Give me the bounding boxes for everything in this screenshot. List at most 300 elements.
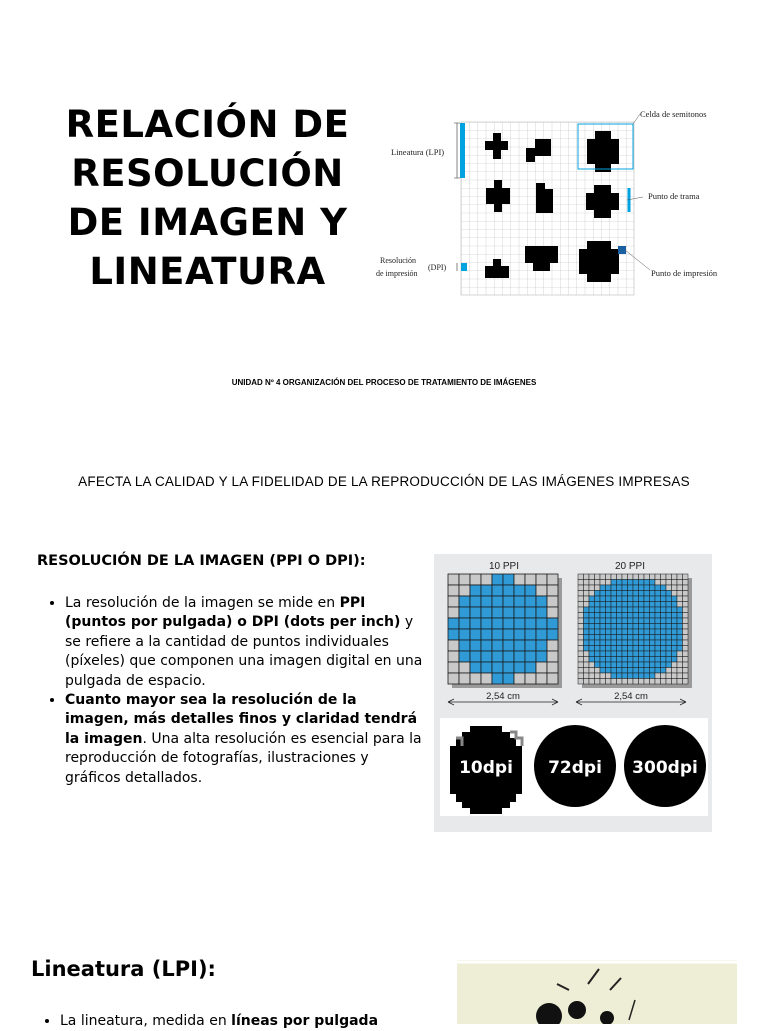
pixel-cell: [600, 574, 606, 580]
pixel-cell: [655, 602, 661, 608]
pixel-cell: [492, 585, 503, 596]
pixel-cell: [578, 607, 584, 613]
pixel-cell: [448, 596, 459, 607]
resolucion-bullets: [47, 594, 425, 788]
grid-10ppi: [448, 574, 562, 688]
pixel-cell: [578, 646, 584, 652]
pixel-cell: [661, 624, 667, 630]
pixel-cell: [492, 662, 503, 673]
pixel-cell: [595, 574, 601, 580]
pixel-cell: [536, 673, 547, 684]
pixel-cell: [683, 618, 689, 624]
pixel-cell: [589, 662, 595, 668]
pixel-cell: [584, 657, 590, 663]
pixel-cell: [672, 679, 678, 685]
pixel-cell: [547, 585, 558, 596]
pixel-cell: [622, 607, 628, 613]
pixel-cell: [617, 574, 623, 580]
pixel-cell: [595, 591, 601, 597]
pixel-cell: [677, 629, 683, 635]
pixel-cell: [578, 640, 584, 646]
pixel-cell: [622, 613, 628, 619]
pixel-cell: [578, 651, 584, 657]
pixel-cell: [683, 602, 689, 608]
pixel-cell: [470, 629, 481, 640]
pixel-cell: [661, 640, 667, 646]
pixel-cell: [677, 580, 683, 586]
pixel-cell: [459, 596, 470, 607]
pixel-cell: [536, 607, 547, 618]
pixel-cell: [606, 662, 612, 668]
pixel-cell: [644, 673, 650, 679]
label-de-impresion: de impresión: [376, 269, 418, 278]
pixel-cell: [683, 596, 689, 602]
pixel-cell: [672, 668, 678, 674]
pixel-cell: [595, 662, 601, 668]
pixel-cell: [655, 640, 661, 646]
pixel-cell: [470, 596, 481, 607]
pixel-cell: [633, 580, 639, 586]
pixel-cell: [666, 596, 672, 602]
pixel-cell: [525, 574, 536, 585]
pixel-cell: [606, 629, 612, 635]
pixel-cell: [628, 602, 634, 608]
pixel-cell: [666, 574, 672, 580]
pixel-cell: [633, 624, 639, 630]
pixel-cell: [584, 668, 590, 674]
pixel-cell: [514, 629, 525, 640]
pixel-cell: [633, 607, 639, 613]
pixel-cell: [666, 640, 672, 646]
pixel-cell: [639, 602, 645, 608]
pixel-cell: [606, 679, 612, 685]
pixel-cell: [503, 673, 514, 684]
pixel-cell: [611, 580, 617, 586]
pixel-cell: [600, 585, 606, 591]
pixel-cell: [661, 646, 667, 652]
pixel-cell: [683, 640, 689, 646]
pixel-cell: [655, 585, 661, 591]
pixel-cell: [633, 657, 639, 663]
pixel-cell: [595, 596, 601, 602]
figure-background: [457, 960, 737, 1024]
ppi-figure: [434, 554, 712, 832]
title-line-1: RELACIÓN DE: [65, 103, 350, 146]
print-dot-marker: [618, 246, 626, 254]
pixel-cell: [666, 629, 672, 635]
pixel-cell: [639, 596, 645, 602]
pixel-cell: [617, 624, 623, 630]
pixel-cell: [639, 679, 645, 685]
pixel-cell: [514, 574, 525, 585]
pixel-cell: [503, 574, 514, 585]
pixel-cell: [655, 629, 661, 635]
pixel-cell: [470, 618, 481, 629]
pixel-cell: [655, 657, 661, 663]
pixel-cell: [639, 585, 645, 591]
pixel-cell: [650, 646, 656, 652]
pixel-cell: [578, 585, 584, 591]
pixel-cell: [470, 574, 481, 585]
pixel-cell: [677, 640, 683, 646]
pixel-cell: [650, 668, 656, 674]
pixel-cell: [677, 602, 683, 608]
pixel-cell: [492, 596, 503, 607]
pixel-cell: [595, 679, 601, 685]
pixel-cell: [611, 657, 617, 663]
pixel-cell: [525, 673, 536, 684]
pixel-cell: [628, 635, 634, 641]
pixel-cell: [470, 640, 481, 651]
pixel-cell: [525, 662, 536, 673]
pixel-cell: [589, 679, 595, 685]
pixel-cell: [661, 602, 667, 608]
pixel-cell: [650, 673, 656, 679]
pixel-cell: [547, 596, 558, 607]
pixel-cell: [600, 668, 606, 674]
pixel-cell: [666, 607, 672, 613]
bullet-text: La resolución de la imagen se mide en: [65, 595, 340, 611]
pixel-cell: [672, 591, 678, 597]
lineatura-figure: [457, 960, 737, 1024]
pixel-cell: [661, 596, 667, 602]
pixel-cell: [677, 651, 683, 657]
pixel-cell: [639, 673, 645, 679]
pixel-cell: [584, 585, 590, 591]
pixel-cell: [633, 668, 639, 674]
pixel-cell: [672, 607, 678, 613]
pixel-cell: [617, 640, 623, 646]
grid-20ppi: [578, 574, 692, 688]
pixel-cell: [600, 624, 606, 630]
pixel-cell: [628, 607, 634, 613]
section-heading-lineatura: Lineatura (LPI):: [31, 957, 216, 981]
pixel-cell: [622, 662, 628, 668]
pixel-cell: [536, 574, 547, 585]
pixel-cell: [633, 646, 639, 652]
pixel-cell: [661, 657, 667, 663]
pixel-cell: [611, 624, 617, 630]
pixel-cell: [644, 668, 650, 674]
pixel-cell: [514, 607, 525, 618]
lpi-bar: [460, 123, 465, 178]
bullet-text: y se refiere a la cantidad de puntos individuales (píxeles) que componen una imagen digital en una pulgada de espacio.: [65, 614, 423, 689]
pixel-cell: [459, 574, 470, 585]
pixel-cell: [600, 651, 606, 657]
pixel-cell: [481, 662, 492, 673]
pixel-cell: [595, 613, 601, 619]
pixel-cell: [606, 613, 612, 619]
pixel-cell: [584, 596, 590, 602]
pixel-cell: [448, 585, 459, 596]
label-dpi: (DPI): [428, 263, 447, 272]
pixel-cell: [589, 657, 595, 663]
pixel-cell: [661, 607, 667, 613]
pixel-cell: [644, 580, 650, 586]
pixel-cell: [525, 618, 536, 629]
title-line-4: LINEATURA: [89, 250, 326, 293]
lineatura-bullets: [42, 1012, 440, 1031]
pixel-cell: [628, 574, 634, 580]
pixel-cell: [514, 585, 525, 596]
pixel-cell: [600, 679, 606, 685]
pixel-cell: [650, 618, 656, 624]
pixel-cell: [606, 673, 612, 679]
pixel-cell: [525, 585, 536, 596]
pixel-cell: [622, 602, 628, 608]
pixel-cell: [628, 662, 634, 668]
pixel-cell: [481, 629, 492, 640]
dimension-label-left: 2,54 cm: [486, 691, 520, 702]
pixel-cell: [536, 618, 547, 629]
pixel-cell: [639, 651, 645, 657]
pixel-cell: [589, 624, 595, 630]
pixel-cell: [655, 646, 661, 652]
pixel-cell: [547, 640, 558, 651]
pixel-cell: [628, 596, 634, 602]
pixel-cell: [448, 629, 459, 640]
pixel-cell: [666, 668, 672, 674]
pixel-cell: [677, 673, 683, 679]
pixel-cell: [492, 607, 503, 618]
pixel-cell: [644, 596, 650, 602]
pixel-cell: [600, 662, 606, 668]
pixel-cell: [584, 602, 590, 608]
pixel-cell: [666, 673, 672, 679]
pixel-cell: [622, 673, 628, 679]
bullet-bold: PPI (puntos por pulgada) o DPI (dots per inch): [65, 595, 401, 631]
pixel-cell: [459, 662, 470, 673]
pixel-cell: [672, 618, 678, 624]
pixel-cell: [547, 574, 558, 585]
pixel-cell: [672, 585, 678, 591]
pixel-cell: [606, 574, 612, 580]
pixel-cell: [589, 635, 595, 641]
pixel-cell: [639, 607, 645, 613]
pixel-cell: [611, 602, 617, 608]
pixel-cell: [633, 602, 639, 608]
pixel-cell: [655, 624, 661, 630]
pixel-cell: [589, 613, 595, 619]
pixel-cell: [628, 613, 634, 619]
pixel-cell: [666, 613, 672, 619]
pixel-cell: [611, 574, 617, 580]
pixel-cell: [639, 580, 645, 586]
pixel-cell: [677, 635, 683, 641]
pixel-cell: [611, 635, 617, 641]
pixel-cell: [677, 657, 683, 663]
pixel-cell: [459, 585, 470, 596]
pixel-cell: [661, 668, 667, 674]
pixel-cell: [611, 646, 617, 652]
pixel-cell: [639, 635, 645, 641]
pixel-cell: [661, 651, 667, 657]
pixel-cell: [683, 679, 689, 685]
pixel-cell: [672, 657, 678, 663]
pixel-cell: [683, 662, 689, 668]
pixel-cell: [650, 657, 656, 663]
pixel-cell: [655, 591, 661, 597]
pixel-cell: [672, 624, 678, 630]
pixel-cell: [628, 679, 634, 685]
pixel-cell: [650, 574, 656, 580]
label-72dpi: 72dpi: [548, 758, 602, 778]
pixel-cell: [677, 618, 683, 624]
pixel-cell: [600, 673, 606, 679]
pixel-cell: [650, 607, 656, 613]
pixel-cell: [639, 624, 645, 630]
pixel-cell: [633, 613, 639, 619]
pixel-cell: [650, 629, 656, 635]
pixel-cell: [677, 613, 683, 619]
pixel-cell: [606, 635, 612, 641]
pixel-cell: [644, 602, 650, 608]
pixel-cell: [639, 646, 645, 652]
pixel-cell: [600, 613, 606, 619]
label-10ppi: 10 PPI: [488, 561, 520, 572]
pixel-cell: [628, 657, 634, 663]
pixel-cell: [633, 585, 639, 591]
pixel-cell: [492, 618, 503, 629]
pixel-cell: [600, 580, 606, 586]
pixel-cell: [600, 618, 606, 624]
pixel-cell: [578, 618, 584, 624]
pixel-cell: [595, 640, 601, 646]
bullet-text: La lineatura, medida en: [60, 1013, 232, 1029]
pixel-cell: [628, 651, 634, 657]
pixel-cell: [644, 591, 650, 597]
pixel-cell: [683, 585, 689, 591]
pixel-cell: [655, 651, 661, 657]
pixel-cell: [492, 673, 503, 684]
pixel-cell: [536, 640, 547, 651]
pixel-cell: [672, 673, 678, 679]
pixel-cell: [622, 618, 628, 624]
pixel-cell: [633, 662, 639, 668]
pixel-cell: [611, 607, 617, 613]
pixel-cell: [617, 657, 623, 663]
pixel-cell: [600, 635, 606, 641]
pixel-cell: [584, 646, 590, 652]
pixel-cell: [672, 596, 678, 602]
pixel-cell: [628, 629, 634, 635]
pixel-cell: [666, 651, 672, 657]
pixel-cell: [644, 635, 650, 641]
pixel-cell: [644, 657, 650, 663]
pixel-cell: [595, 651, 601, 657]
pixel-cell: [589, 618, 595, 624]
bullet-bold: Cuanto mayor sea la resolución de la imagen, más detalles finos y claridad tendrá la imagen: [65, 692, 418, 747]
pixel-cell: [470, 673, 481, 684]
pixel-cell: [589, 602, 595, 608]
pixel-cell: [644, 662, 650, 668]
pixel-cell: [547, 629, 558, 640]
pixel-cell: [672, 640, 678, 646]
pixel-cell: [584, 629, 590, 635]
pixel-cell: [536, 629, 547, 640]
pixel-cell: [514, 640, 525, 651]
pixel-cell: [683, 624, 689, 630]
pixel-cell: [578, 673, 584, 679]
pixel-cell: [622, 640, 628, 646]
pixel-cell: [589, 673, 595, 679]
pixel-cell: [611, 640, 617, 646]
pixel-cell: [639, 618, 645, 624]
pixel-cell: [606, 596, 612, 602]
pixel-cell: [628, 591, 634, 597]
pixel-cell: [481, 618, 492, 629]
pixel-cell: [622, 596, 628, 602]
pixel-cell: [677, 596, 683, 602]
pixel-cell: [617, 629, 623, 635]
pixel-cell: [617, 613, 623, 619]
pixel-cell: [595, 602, 601, 608]
pixel-cell: [589, 574, 595, 580]
pixel-cell: [633, 591, 639, 597]
pixel-cell: [655, 574, 661, 580]
pixel-cell: [578, 668, 584, 674]
pixel-cell: [655, 668, 661, 674]
label-punto-trama: Punto de trama: [648, 191, 700, 201]
pixel-cell: [525, 640, 536, 651]
pixel-cell: [503, 607, 514, 618]
pixel-cell: [655, 679, 661, 685]
pixel-cell: [655, 580, 661, 586]
pixel-cell: [514, 596, 525, 607]
pixel-cell: [525, 607, 536, 618]
pixel-cell: [606, 607, 612, 613]
pixel-cell: [584, 679, 590, 685]
pixel-cell: [617, 596, 623, 602]
pixel-cell: [661, 574, 667, 580]
pixel-cell: [595, 629, 601, 635]
pixel-cell: [584, 618, 590, 624]
pixel-cell: [633, 596, 639, 602]
pixel-cell: [600, 602, 606, 608]
pixel-cell: [584, 635, 590, 641]
pixel-cell: [606, 640, 612, 646]
pixel-cell: [606, 668, 612, 674]
pixel-cell: [600, 657, 606, 663]
pixel-cell: [481, 651, 492, 662]
pixel-cell: [666, 646, 672, 652]
pixel-cell: [617, 585, 623, 591]
pixel-cell: [584, 640, 590, 646]
pixel-cell: [666, 585, 672, 591]
label-punto-impresion: Punto de impresión: [651, 268, 718, 278]
pixel-cell: [622, 635, 628, 641]
pixel-cell: [655, 673, 661, 679]
label-resolucion: Resolución: [380, 256, 416, 265]
pixel-cell: [683, 629, 689, 635]
pixel-cell: [481, 640, 492, 651]
pixel-cell: [600, 607, 606, 613]
pixel-cell: [459, 673, 470, 684]
pixel-cell: [666, 662, 672, 668]
pixel-cell: [666, 580, 672, 586]
pixel-cell: [650, 585, 656, 591]
pixel-cell: [595, 607, 601, 613]
pixel-cell: [655, 635, 661, 641]
pixel-cell: [633, 635, 639, 641]
pixel-cell: [606, 651, 612, 657]
pixel-cell: [661, 618, 667, 624]
pixel-cell: [661, 673, 667, 679]
pixel-cell: [448, 640, 459, 651]
pixel-cell: [514, 651, 525, 662]
pixel-cell: [600, 629, 606, 635]
pixel-cell: [617, 679, 623, 685]
